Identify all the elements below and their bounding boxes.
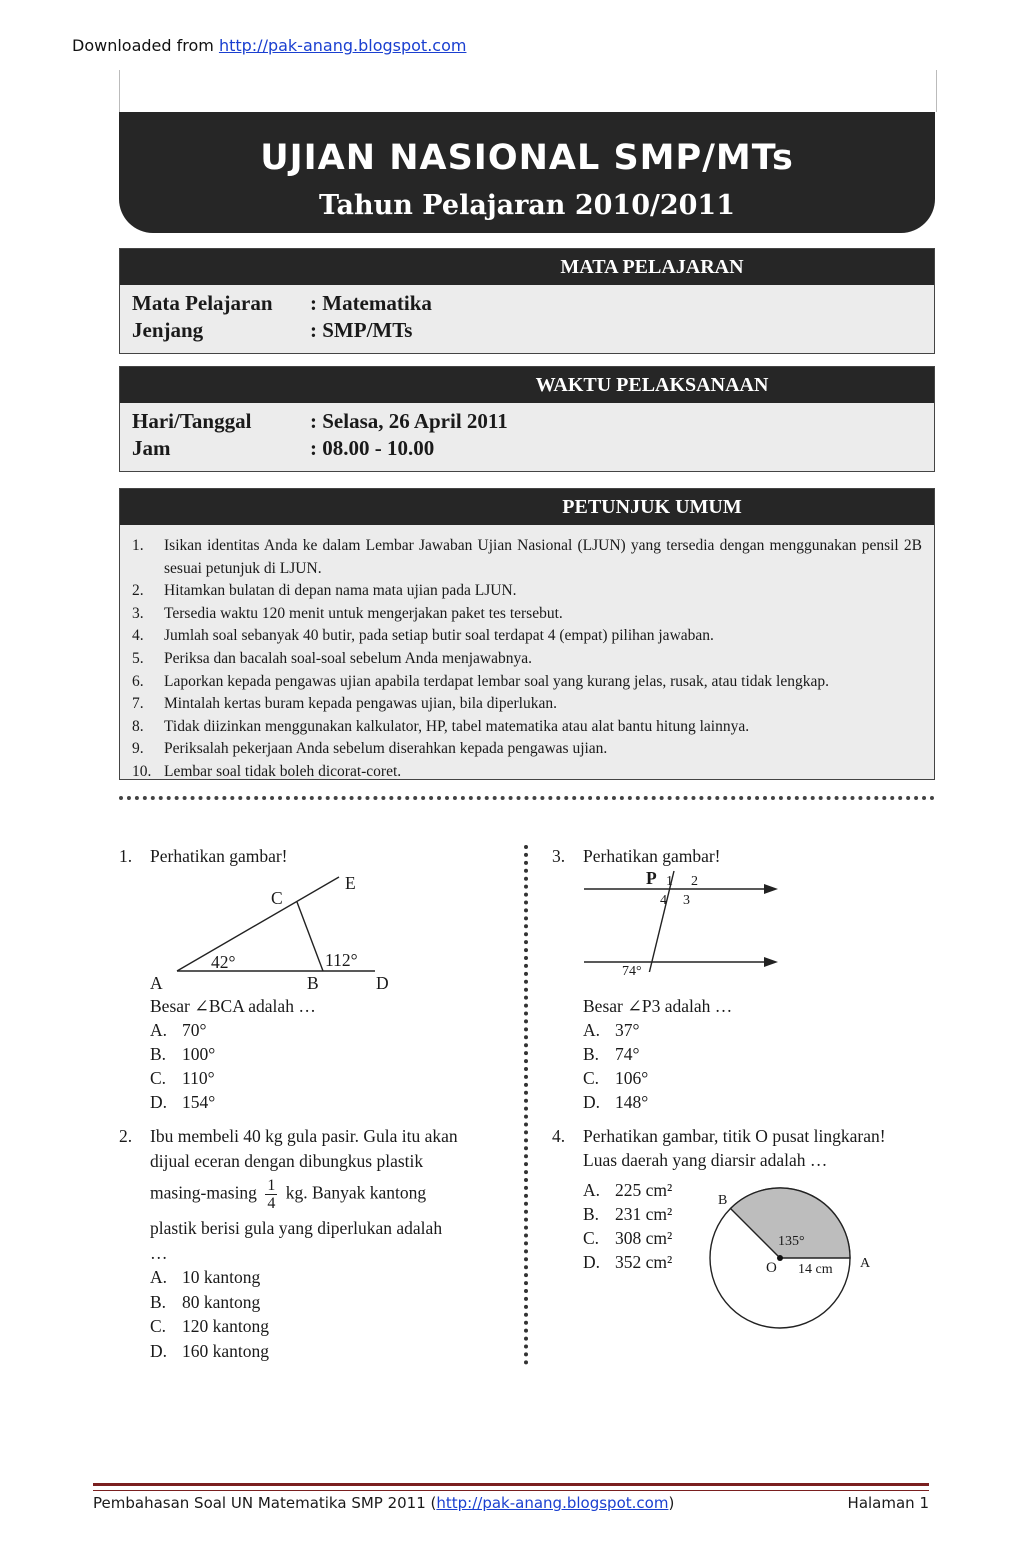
option-c[interactable]: C. 120 kantong xyxy=(150,1316,270,1336)
label-p: P xyxy=(646,868,657,888)
question-1 xyxy=(119,844,509,1114)
option-d[interactable]: D. 352 cm² xyxy=(583,1252,673,1272)
instructions-list xyxy=(120,525,934,784)
label-angle-74: 74° xyxy=(622,964,642,979)
page-top-frame xyxy=(119,70,937,112)
question-line: Ibu membeli 40 kg gula pasir. Gula itu akan xyxy=(150,1126,458,1146)
question-text: Besar ∠BCA adalah … xyxy=(150,996,316,1016)
date-label: Hari/Tanggal xyxy=(132,409,252,433)
label-a: A xyxy=(860,1256,871,1271)
question-prompt: Perhatikan gambar! xyxy=(583,846,721,866)
option-c[interactable]: C. 308 cm² xyxy=(583,1228,673,1248)
list-item: 10. Lembar soal tidak boleh dicorat-coret. xyxy=(132,762,402,780)
question-prompt: Perhatikan gambar! xyxy=(150,846,288,866)
parallel-lines-figure xyxy=(582,868,792,972)
label-angle-112: 112° xyxy=(325,950,358,970)
option-b[interactable]: B. 74° xyxy=(583,1044,640,1064)
label-b: B xyxy=(307,973,319,993)
exam-subtitle: Tahun Pelajaran 2010/2011 xyxy=(319,190,735,221)
hour-label: Jam xyxy=(132,436,171,460)
label-angle-42: 42° xyxy=(211,952,236,972)
label-angle-4: 4 xyxy=(660,893,667,908)
subject-box xyxy=(119,248,935,354)
question-line: Perhatikan gambar, titik O pusat lingkaran! xyxy=(583,1126,886,1146)
option-d[interactable]: D. 154° xyxy=(150,1092,216,1112)
label-radius: 14 cm xyxy=(798,1262,833,1277)
list-item: 6. Laporkan kepada pengawas ujian apabila terdapat lembar soal yang kurang jelas, rusak, atau tidak lengkap. xyxy=(132,672,829,690)
list-item: 5. Periksa dan bacalah soal-soal sebelum Anda menjawabnya. xyxy=(132,649,533,667)
label-angle-3: 3 xyxy=(683,893,690,908)
footer-rule xyxy=(93,1483,929,1491)
list-item: 4. Jumlah soal sebanyak 40 butir, pada setiap butir soal terdapat 4 (empat) pilihan jawaban. xyxy=(132,627,714,645)
question-line: masing-masing $\frac{1}{4}$ kg. Banyak kantong xyxy=(150,1177,427,1212)
exam-title: UJIAN NASIONAL SMP/MTs xyxy=(260,138,794,178)
download-link[interactable]: http://pak-anang.blogspot.com xyxy=(218,36,467,55)
list-item: 3. Tersedia waktu 120 menit untuk mengerjakan paket tes tersebut. xyxy=(132,604,563,622)
option-b[interactable]: B. 80 kantong xyxy=(150,1291,261,1312)
question-number: 2. xyxy=(119,1126,133,1146)
question-text: Besar ∠P3 adalah … xyxy=(583,996,733,1016)
question-3 xyxy=(552,844,932,1114)
time-box-header: WAKTU PELAKSANAAN xyxy=(120,367,934,403)
list-item: 2. Hitamkan bulatan di depan nama mata ujian pada LJUN. xyxy=(132,582,517,600)
label-b: B xyxy=(718,1193,728,1208)
option-d[interactable]: D. 148° xyxy=(583,1092,649,1112)
footer-suffix: ) xyxy=(668,1494,675,1512)
date-value: : Selasa, 26 April 2011 xyxy=(310,409,508,433)
page-number: Halaman 1 xyxy=(847,1494,929,1512)
question-line: … xyxy=(150,1242,168,1263)
exam-banner xyxy=(119,112,935,233)
hour-value: : 08.00 - 10.00 xyxy=(310,436,435,460)
footer-prefix: Pembahasan Soal UN Matematika SMP 2011 ( xyxy=(93,1494,437,1512)
option-d[interactable]: D. 160 kantong xyxy=(150,1340,270,1361)
subject-box-header: MATA PELAJARAN xyxy=(120,249,934,285)
list-item: 1. Isikan identitas Anda ke dalam Lembar Jawaban Ujian Nasional (LJUN) yang tersedia dengan menggunakan pensil 2B sesuai petunjuk di LJUN. xyxy=(132,537,922,577)
label-angle-135: 135° xyxy=(778,1234,805,1249)
option-a[interactable]: A. 225 cm² xyxy=(583,1180,673,1200)
option-b[interactable]: B. 100° xyxy=(150,1044,216,1064)
option-c[interactable]: C. 106° xyxy=(583,1068,649,1088)
download-note xyxy=(72,36,466,55)
label-o: O xyxy=(766,1260,777,1276)
label-angle-2: 2 xyxy=(691,874,698,889)
option-a[interactable]: A. 37° xyxy=(583,1020,640,1040)
question-line: Luas daerah yang diarsir adalah … xyxy=(583,1150,828,1170)
question-number: 3. xyxy=(552,846,566,866)
option-a[interactable]: A. 70° xyxy=(150,1020,207,1040)
footer xyxy=(93,1494,929,1512)
list-item: 8. Tidak diizinkan menggunakan kalkulator, HP, tabel matematika atau alat bantu hitung lainnya. xyxy=(132,717,750,735)
label-e: E xyxy=(345,873,356,893)
download-prefix: Downloaded from xyxy=(72,36,219,55)
level-value: : SMP/MTs xyxy=(310,318,413,342)
dotted-separator xyxy=(119,796,935,800)
footer-link[interactable]: http://pak-anang.blogspot.com xyxy=(436,1494,669,1512)
question-number: 1. xyxy=(119,846,133,866)
label-a: A xyxy=(150,973,163,993)
question-line: plastik berisi gula yang diperlukan adalah xyxy=(150,1218,443,1238)
label-angle-1: 1 xyxy=(666,874,673,889)
label-c: C xyxy=(271,888,283,908)
time-box xyxy=(119,366,935,472)
label-d: D xyxy=(376,973,389,993)
question-number: 4. xyxy=(552,1126,566,1146)
list-item: 7. Mintalah kertas buram kepada pengawas ujian, bila diperlukan. xyxy=(132,695,557,713)
question-line: dijual eceran dengan dibungkus plastik xyxy=(150,1150,424,1171)
fraction: $\frac{1}{4}$ xyxy=(267,1177,276,1212)
option-a[interactable]: A. 10 kantong xyxy=(150,1267,261,1287)
question-4 xyxy=(552,1124,942,1364)
option-b[interactable]: B. 231 cm² xyxy=(583,1204,673,1224)
subject-value: : Matematika xyxy=(310,291,432,315)
instructions-box xyxy=(119,488,935,780)
instructions-header: PETUNJUK UMUM xyxy=(120,489,934,525)
list-item: 9. Periksalah pekerjaan Anda sebelum diserahkan kepada pengawas ujian. xyxy=(132,740,608,758)
subject-label: Mata Pelajaran xyxy=(132,291,273,315)
question-2 xyxy=(119,1124,509,1374)
option-c[interactable]: C. 110° xyxy=(150,1068,215,1088)
level-label: Jenjang xyxy=(132,318,204,342)
column-divider xyxy=(524,845,528,1365)
